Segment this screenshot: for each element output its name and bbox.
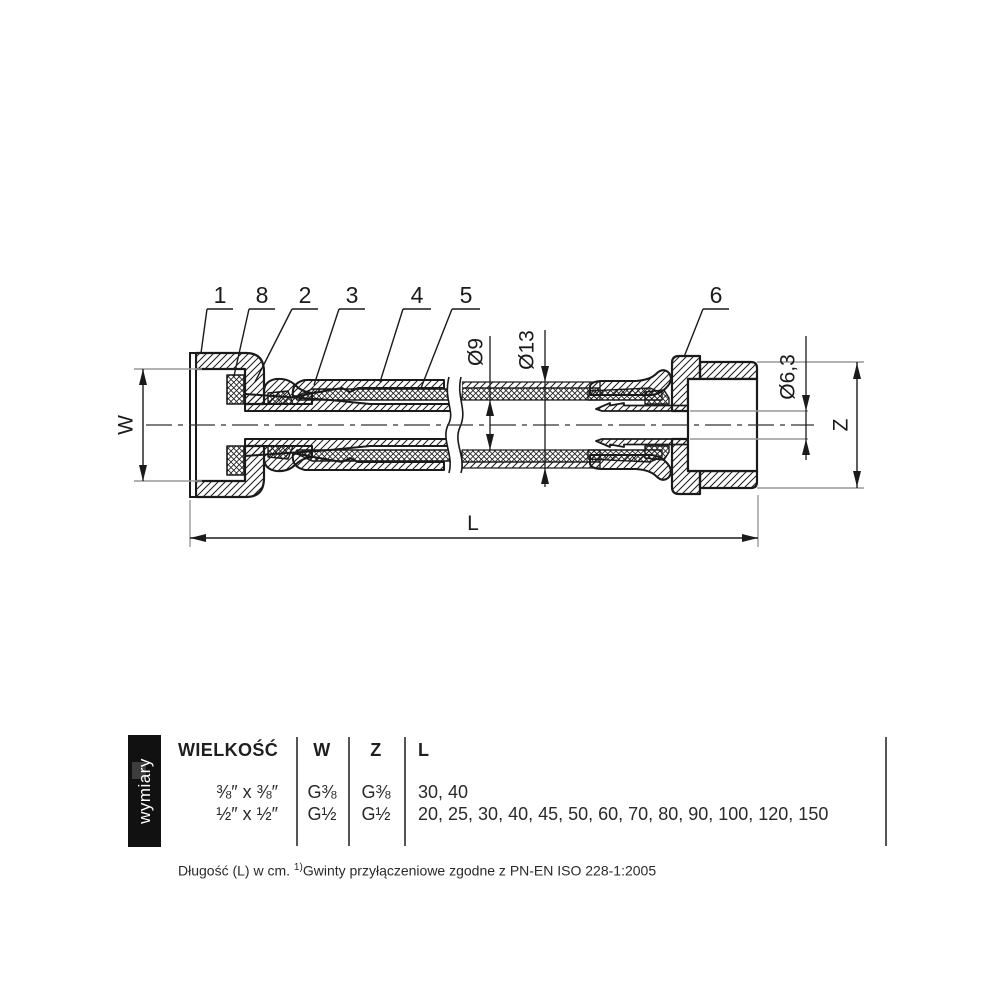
dim-d9-label: Ø9 xyxy=(464,337,488,367)
col-header-l: L xyxy=(418,740,430,760)
table-divider-3 xyxy=(404,737,406,846)
row2-l: 20, 25, 30, 40, 45, 50, 60, 70, 80, 90, 100, 120, 150 xyxy=(418,804,829,824)
row1-size: ⅜″ x ⅜″ xyxy=(216,782,278,802)
footnote-superscript: 1) xyxy=(293,862,303,873)
col-header-z: Z xyxy=(370,740,382,760)
callout-2: 2 xyxy=(298,282,312,308)
callout-3: 3 xyxy=(345,282,359,308)
pad-right-top xyxy=(645,390,669,404)
hose-braid-top xyxy=(462,388,600,400)
fitting-thread-bottom xyxy=(700,471,757,488)
pad-right-bottom xyxy=(645,446,669,460)
row1-l: 30, 40 xyxy=(418,782,469,802)
dim-z-label: Z xyxy=(829,418,853,432)
row1-w: G⅜ xyxy=(307,782,337,802)
row1-z: G⅜ xyxy=(361,782,391,802)
footnote xyxy=(178,862,656,879)
row2-w: G½ xyxy=(307,804,337,824)
row2-z: G½ xyxy=(361,804,391,824)
hose-outer-bottom xyxy=(462,462,600,468)
dim-l-label: L xyxy=(467,512,479,535)
dim-d13-label: Ø13 xyxy=(515,330,539,370)
callout-numbers xyxy=(214,282,723,308)
hose-outer-top xyxy=(462,382,600,388)
dimension-d63 xyxy=(777,336,811,460)
table-divider-right xyxy=(885,737,887,846)
callout-1: 1 xyxy=(213,282,227,308)
row2-size: ½″ x ½″ xyxy=(216,804,278,824)
tab-label: wymiary xyxy=(134,758,154,824)
gasket-bottom xyxy=(227,446,244,475)
fitting-thread-top xyxy=(700,362,757,379)
gasket-top xyxy=(227,375,244,404)
callout-6: 6 xyxy=(709,282,723,308)
callout-5: 5 xyxy=(459,282,473,308)
dimension-l xyxy=(190,495,758,547)
dim-d63-label: Ø6,3 xyxy=(776,354,800,400)
footnote-prefix: Długość (L) w cm. xyxy=(178,862,294,879)
callout-8: 8 xyxy=(255,282,269,308)
col-header-wielkosc: WIELKOŚĆ xyxy=(178,740,279,760)
col-header-w: W xyxy=(313,740,331,760)
callout-4: 4 xyxy=(410,282,424,308)
dim-w-label: W xyxy=(114,415,138,435)
hose-braid-bottom xyxy=(462,450,600,462)
footnote-text: Gwinty przyłączeniowe zgodne z PN-EN ISO 228-1:2005 xyxy=(302,862,657,879)
